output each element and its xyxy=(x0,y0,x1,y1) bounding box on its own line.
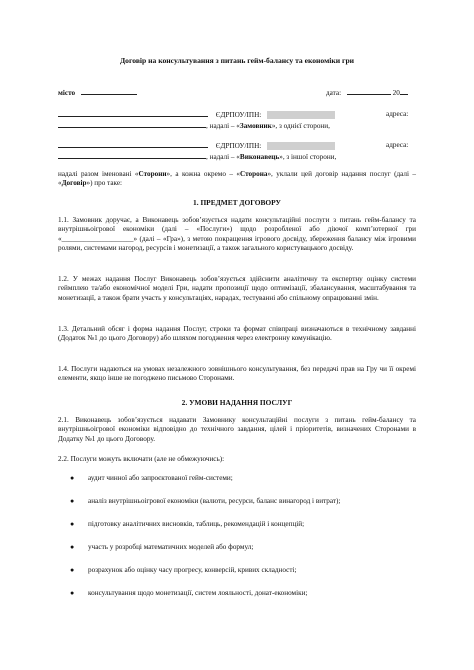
bullet-icon: ● xyxy=(70,566,75,574)
party1-edrpou-label: ЄДРПОУ/ІПН: xyxy=(215,111,262,119)
party2-address-blank[interactable] xyxy=(58,152,206,159)
bullet-icon: ● xyxy=(70,589,75,597)
bullet-icon: ● xyxy=(70,497,75,505)
bullet-icon: ● xyxy=(70,520,75,528)
list-item: ● аналіз внутрішньоігрової економіки (валюти, ресурси, баланс винагород і витрат); xyxy=(70,497,341,505)
document-title: Договір на консультування з питань гейм-балансу та економіки гри xyxy=(119,56,355,65)
party1-line2: , надалі – «Замовник», з однієї сторони, xyxy=(58,121,416,131)
clause-2-2: 2.2. Послуги можуть включати (але не обмежуючись): xyxy=(58,455,225,463)
place-blank[interactable] xyxy=(81,88,137,95)
section1-heading: 1. ПРЕДМЕТ ДОГОВОРУ xyxy=(193,198,281,207)
party1-name-blank[interactable] xyxy=(58,110,208,117)
list-item: ● консультування щодо монетизації, систем лояльності, донат-економіки; xyxy=(70,589,308,597)
party2-edrpou-field[interactable] xyxy=(267,142,335,150)
place-date-row xyxy=(58,88,416,98)
year-blank[interactable] xyxy=(400,88,408,95)
party2-name-blank[interactable] xyxy=(58,141,208,148)
party1-address-label: адреса: xyxy=(386,110,409,118)
party1-role: Замовник xyxy=(239,122,272,130)
list-item: ● розрахунок або оцінку часу прогресу, конверсій, кривих складності; xyxy=(70,566,297,574)
bullet-icon: ● xyxy=(70,474,75,482)
party1-edrpou-field[interactable] xyxy=(267,111,335,119)
date-blank[interactable] xyxy=(347,88,391,95)
party2-line1 xyxy=(58,141,416,151)
date-label: дата: xyxy=(326,89,342,97)
party2-role: Виконавець xyxy=(239,153,280,161)
party1-line1 xyxy=(58,110,416,120)
date-year: 20 xyxy=(392,89,400,97)
clause-1-1: 1.1. Замовник доручає, а Виконавець зобов’язується надати консультаційні послуги з питань гейм-балансу та внутрішньоігрової економіки (далі – «Послуги») щодо розробленої або діючої комп’ютерної гри «____________________» (далі – «Гра»), з метою покращення ігрового досвіду, збереження балансу між ігровими ролями, системами нагород, ресурсів і монетизації, а також загального користувацького досвіду. xyxy=(58,216,416,253)
party2-line2: , надалі – «Виконавець», з іншої сторони, xyxy=(58,152,416,162)
clause-1-4: 1.4. Послуги надаються на умовах незалежного зовнішнього консультування, без передачі прав на Гру чи її окремі елементи, якщо інше не погоджено письмово Сторонами. xyxy=(58,365,416,383)
party2-edrpou-label: ЄДРПОУ/ІПН: xyxy=(215,142,262,150)
party2-address-label: адреса: xyxy=(386,141,409,149)
clause-1-3: 1.3. Детальний обсяг і форма надання Послуг, строки та формат співпраці визначаються в технічному завданні (Додаток №1 до цього Договору) або шляхом погодження через електронну комунікацію. xyxy=(58,325,416,343)
place-label: місто xyxy=(58,89,76,97)
section2-heading: 2. УМОВИ НАДАННЯ ПОСЛУГ xyxy=(181,398,293,407)
intro-paragraph: надалі разом іменовані «Сторони», а кожна окремо – «Сторона», уклали цей договір надання послуг (далі – «Договір») про таке: xyxy=(58,170,416,188)
list-item: ● підготовку аналітичних висновків, таблиць, рекомендацій і концепцій; xyxy=(70,520,305,528)
party1-address-blank[interactable] xyxy=(58,121,206,128)
clause-1-2: 1.2. У межах надання Послуг Виконавець зобов’язується здійснити аналітичну та експертну оцінку системи геймплею та/або економічної моделі Гри, надати пропозиції щодо оптимізації, збалансування, масштабування та монетизації, а також брати участь у консультаціях, нарадах, тестуванні або спільному опрацюванні змін. xyxy=(58,275,416,302)
list-item: ● аудит чинної або запроєктованої гейм-системи; xyxy=(70,474,233,482)
clause-2-1: 2.1. Виконавець зобов’язується надавати Замовнику консультаційні послуги з питань гейм-балансу та внутрішньоігрової економіки відповідно до технічного завдання, цілей і пріоритетів, визначених Сторонами в Додатку №1 до цього Договору. xyxy=(58,416,416,443)
bullet-icon: ● xyxy=(70,543,75,551)
list-item: ● участь у розробці математичних моделей або формул; xyxy=(70,543,254,551)
